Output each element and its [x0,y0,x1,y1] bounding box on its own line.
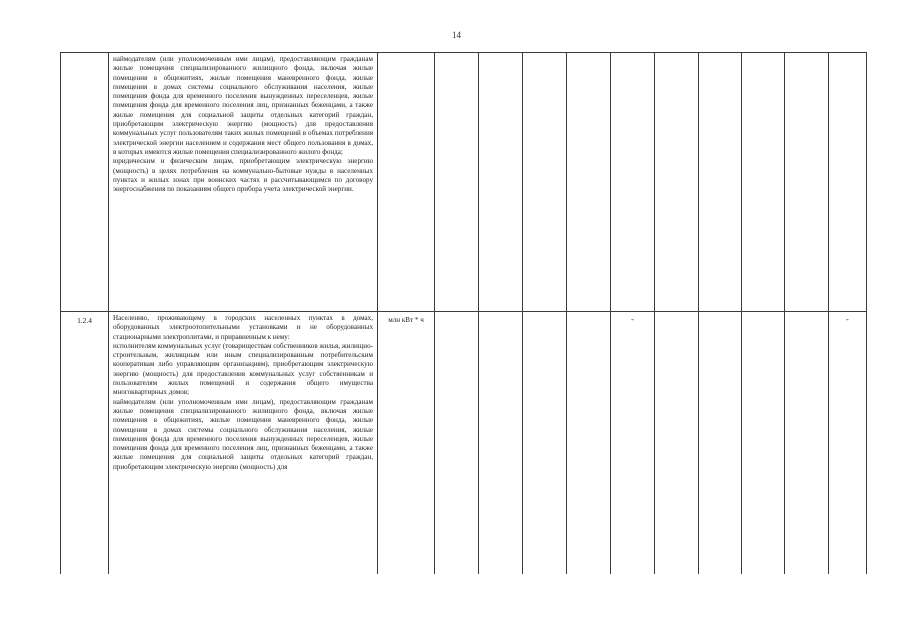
value-cell [479,53,523,312]
value-cell [742,53,785,312]
value-cell [435,312,479,575]
value-cell: - [611,312,655,575]
value-cell [523,53,567,312]
description-cell [109,312,378,575]
description-paragraph: наймодателям (или уполномоченным ими лицам), предоставляющим гражданам жилые помещения специализированного жилищного фонда, включая жилые помещения в общежитиях, жилые помещения маневренного фонда, жилые помещения в домах системы социального обслуживания населения, жилые помещения фонда для временного поселения вынужденных переселенцев, жилые помещения фонда для временного поселения лиц, признанных беженцами, а также жилые помещения для социальной защиты отдельных категорий граждан, приобретающим электрическую энергию (мощность) для предоставления коммунальных услуг пользователям таких жилых помещений в объемах потребления электрической энергии населением и содержания мест общего пользования в домах, в которых имеются жилые помещения специализированного жилого фонда; [113,55,373,156]
row-number-cell [61,53,109,312]
table-row [61,312,867,575]
value-cell [829,53,867,312]
description-paragraph: Населению, проживающему в городских населенных пунктах в домах, оборудованных электроотопительными установками и не оборудованных стационарными электроплитами, и приравненным к нему: [113,314,373,341]
value-cell [742,312,785,575]
value-cell [655,312,699,575]
unit-cell [378,53,435,312]
value-cell: - [829,312,867,575]
value-cell [785,312,829,575]
unit-cell: млн кВт * ч [378,312,435,575]
value-cell [479,312,523,575]
row-number-cell: 1.2.4 [61,312,109,575]
description-cell [109,53,378,312]
value-cell [699,312,742,575]
value-cell [699,53,742,312]
value-cell [523,312,567,575]
description-paragraph: наймодателям (или уполномоченным ими лицам), предоставляющим гражданам жилые помещения специализированного жилищного фонда, включая жилые помещения в общежитиях, жилые помещения маневренного фонда, жилые помещения в домах системы социального обслуживания населения, жилые помещения фонда для временного поселения вынужденных переселенцев, жилые помещения фонда для временного поселения лиц, признанных беженцами, а также жилые помещения для социальной защиты отдельных категорий граждан, приобретающим электрическую энергию (мощность) для [113,397,373,471]
value-cell [611,53,655,312]
description-paragraph: юридическим и физическим лицам, приобретающим электрическую энергию (мощность) в целях потребления на коммунально-бытовые нужды в населенных пунктах и жилых зонах при воинских частях и рассчитывающимся по договору энергоснабжения по показаниям общего прибора учета электрической энергии. [113,157,373,194]
page-number: 14 [452,30,461,40]
table-row [61,53,867,312]
value-cell [785,53,829,312]
value-cell [567,53,611,312]
data-table [60,52,867,574]
description-paragraph: исполнителям коммунальных услуг (товариществам собственников жилья, жилищно-строительным, жилищным или иным специализированным потребительским кооперативам либо управляющим организациям), приобретающим электрическую энергию (мощность) для предоставления коммунальных услуг собственникам и пользователям жилых помещений и содержания общего имущества многоквартирных домов; [113,341,373,397]
value-cell [567,312,611,575]
value-cell [435,53,479,312]
value-cell [655,53,699,312]
